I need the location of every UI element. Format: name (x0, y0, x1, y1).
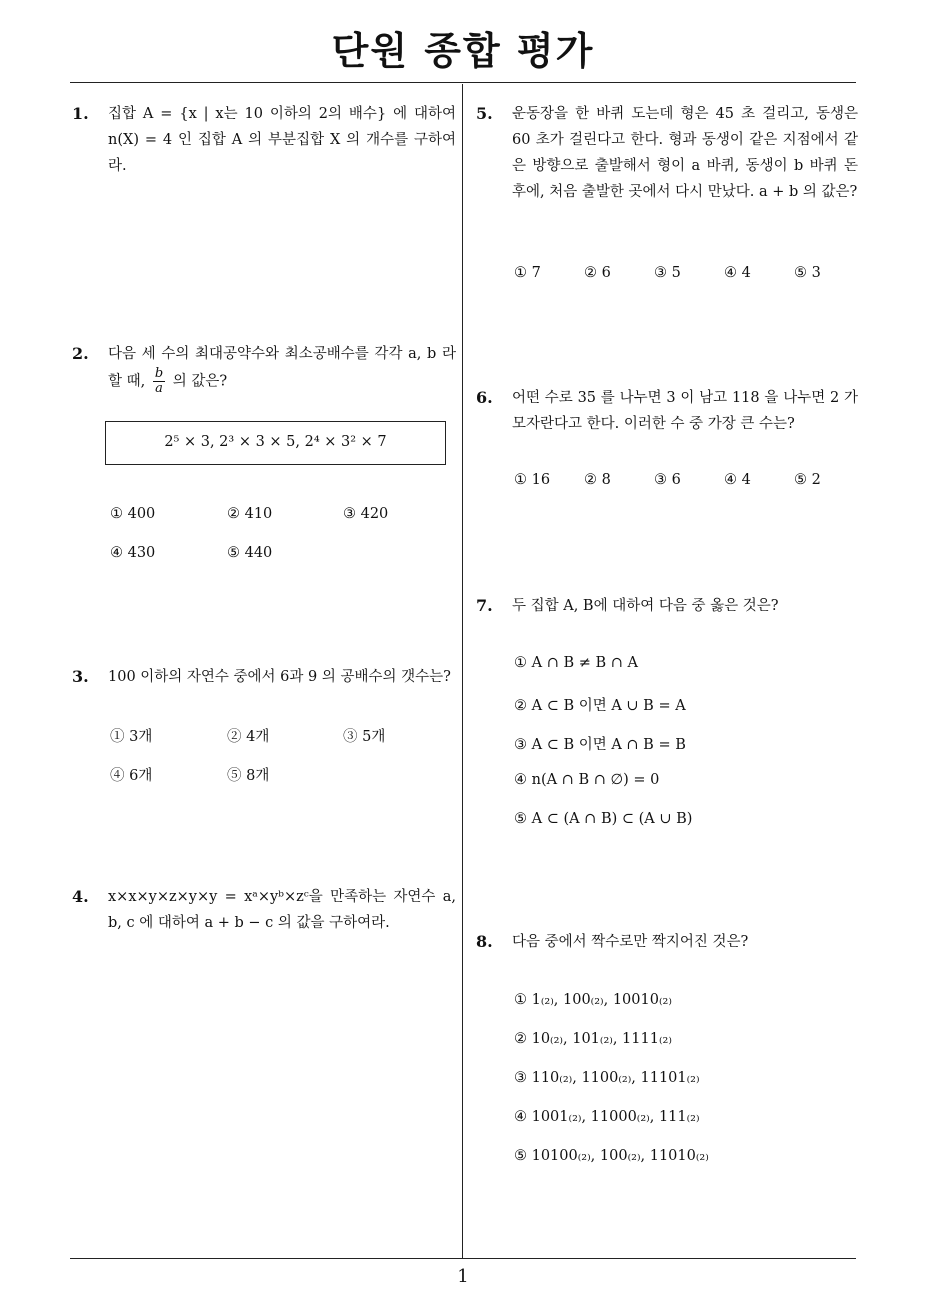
question-text: 다음 중에서 짝수로만 짝지어진 것은? (512, 934, 749, 950)
question-1 (72, 101, 456, 179)
option-1[interactable]: ① 16 (514, 472, 551, 488)
question-text-part: 의 값은? (172, 373, 228, 390)
question-number: 5. (476, 104, 493, 123)
option-2[interactable]: ② 6 (584, 265, 611, 281)
fraction (153, 367, 165, 396)
option-3[interactable]: ③ 6 (654, 472, 681, 488)
question-5 (476, 101, 858, 205)
option-4[interactable]: ④ 6개 (110, 768, 153, 784)
option-5[interactable]: ⑤ 2 (794, 472, 821, 488)
question-4 (72, 884, 456, 936)
question-3 (72, 664, 456, 690)
option-4[interactable]: ④ 1001₍₂₎, 11000₍₂₎, 111₍₂₎ (514, 1109, 700, 1125)
question-text: 100 이하의 자연수 중에서 6과 9 의 공배수의 갯수는? (108, 669, 451, 685)
fraction-numerator: b (154, 366, 164, 381)
question-text: 두 집합 A, B에 대하여 다음 중 옳은 것은? (512, 598, 779, 614)
question-number: 8. (476, 932, 493, 951)
question-number: 4. (72, 887, 89, 906)
question-text: 집합 A = {x | x는 10 이하의 2의 배수} 에 대하여 n(X) = 4 인 집합 A 의 부분집합 X 의 개수를 구하여라. (108, 106, 456, 174)
option-2[interactable]: ② 10₍₂₎, 101₍₂₎, 1111₍₂₎ (514, 1031, 672, 1047)
option-5[interactable]: ⑤ 440 (227, 545, 273, 561)
option-2[interactable]: ② 4개 (227, 729, 270, 745)
column-divider (462, 84, 463, 1258)
option-1[interactable]: ① 7 (514, 265, 541, 281)
option-1[interactable]: ① A ∩ B ≠ B ∩ A (514, 655, 638, 671)
option-5[interactable]: ⑤ 10100₍₂₎, 100₍₂₎, 11010₍₂₎ (514, 1148, 709, 1164)
question-2 (72, 341, 456, 396)
option-2[interactable]: ② A ⊂ B 이면 A ∪ B = A (514, 698, 686, 714)
question-number: 1. (72, 104, 89, 123)
option-3[interactable]: ③ A ⊂ B 이면 A ∩ B = B (514, 737, 686, 753)
question-text: 어떤 수로 35 를 나누면 3 이 남고 118 을 나누면 2 가 모자란다고 한다. 이러한 수 중 가장 큰 수는? (512, 390, 858, 432)
option-5[interactable]: ⑤ 3 (794, 265, 821, 281)
option-3[interactable]: ③ 5 (654, 265, 681, 281)
option-4[interactable]: ④ 4 (724, 472, 751, 488)
option-3[interactable]: ③ 110₍₂₎, 1100₍₂₎, 11101₍₂₎ (514, 1070, 700, 1086)
option-2[interactable]: ② 8 (584, 472, 611, 488)
top-rule (70, 82, 856, 83)
option-5[interactable]: ⑤ A ⊂ (A ∩ B) ⊂ (A ∪ B) (514, 811, 693, 827)
option-1[interactable]: ① 400 (110, 506, 156, 522)
question-text: x×x×y×z×y×y = xᵃ×yᵇ×zᶜ을 만족하는 자연수 a, b, c 에 대하여 a + b − c 의 값을 구하여라. (108, 889, 456, 931)
fraction-denominator: a (155, 381, 163, 396)
question-text-part: 다음 세 수의 최대공약수와 최소공배수를 각각 a, b 라 할 때, (108, 346, 456, 390)
page-title: 단원 종합 평가 (331, 29, 595, 73)
question-7 (476, 593, 858, 619)
option-1[interactable]: ① 3개 (110, 729, 153, 745)
question-text: 운동장을 한 바퀴 도는데 형은 45 초 걸리고, 동생은 60 초가 걸린다고 한다. 형과 동생이 같은 지점에서 같은 방향으로 출발해서 형이 a 바퀴, 동생이 b 바퀴 돈 후에, 처음 출발한 곳에서 다시 만났다. a + b 의 값은? (512, 106, 858, 200)
option-3[interactable]: ③ 420 (343, 506, 389, 522)
option-4[interactable]: ④ 430 (110, 545, 156, 561)
question-number: 6. (476, 388, 493, 407)
bottom-rule (70, 1258, 856, 1259)
option-1[interactable]: ① 1₍₂₎, 100₍₂₎, 10010₍₂₎ (514, 992, 672, 1008)
given-numbers-box: 2⁵ × 3, 2³ × 3 × 5, 2⁴ × 3² × 7 (105, 421, 446, 465)
page-number: 1 (457, 1266, 469, 1287)
option-4[interactable]: ④ 4 (724, 265, 751, 281)
question-6 (476, 385, 858, 437)
question-8 (476, 929, 858, 955)
option-4[interactable]: ④ n(A ∩ B ∩ ∅) = 0 (514, 772, 660, 788)
option-3[interactable]: ③ 5개 (343, 729, 386, 745)
option-2[interactable]: ② 410 (227, 506, 273, 522)
question-number: 7. (476, 596, 493, 615)
question-text (108, 341, 456, 396)
question-number: 2. (72, 344, 89, 363)
option-5[interactable]: ⑤ 8개 (227, 768, 270, 784)
question-number: 3. (72, 667, 89, 686)
